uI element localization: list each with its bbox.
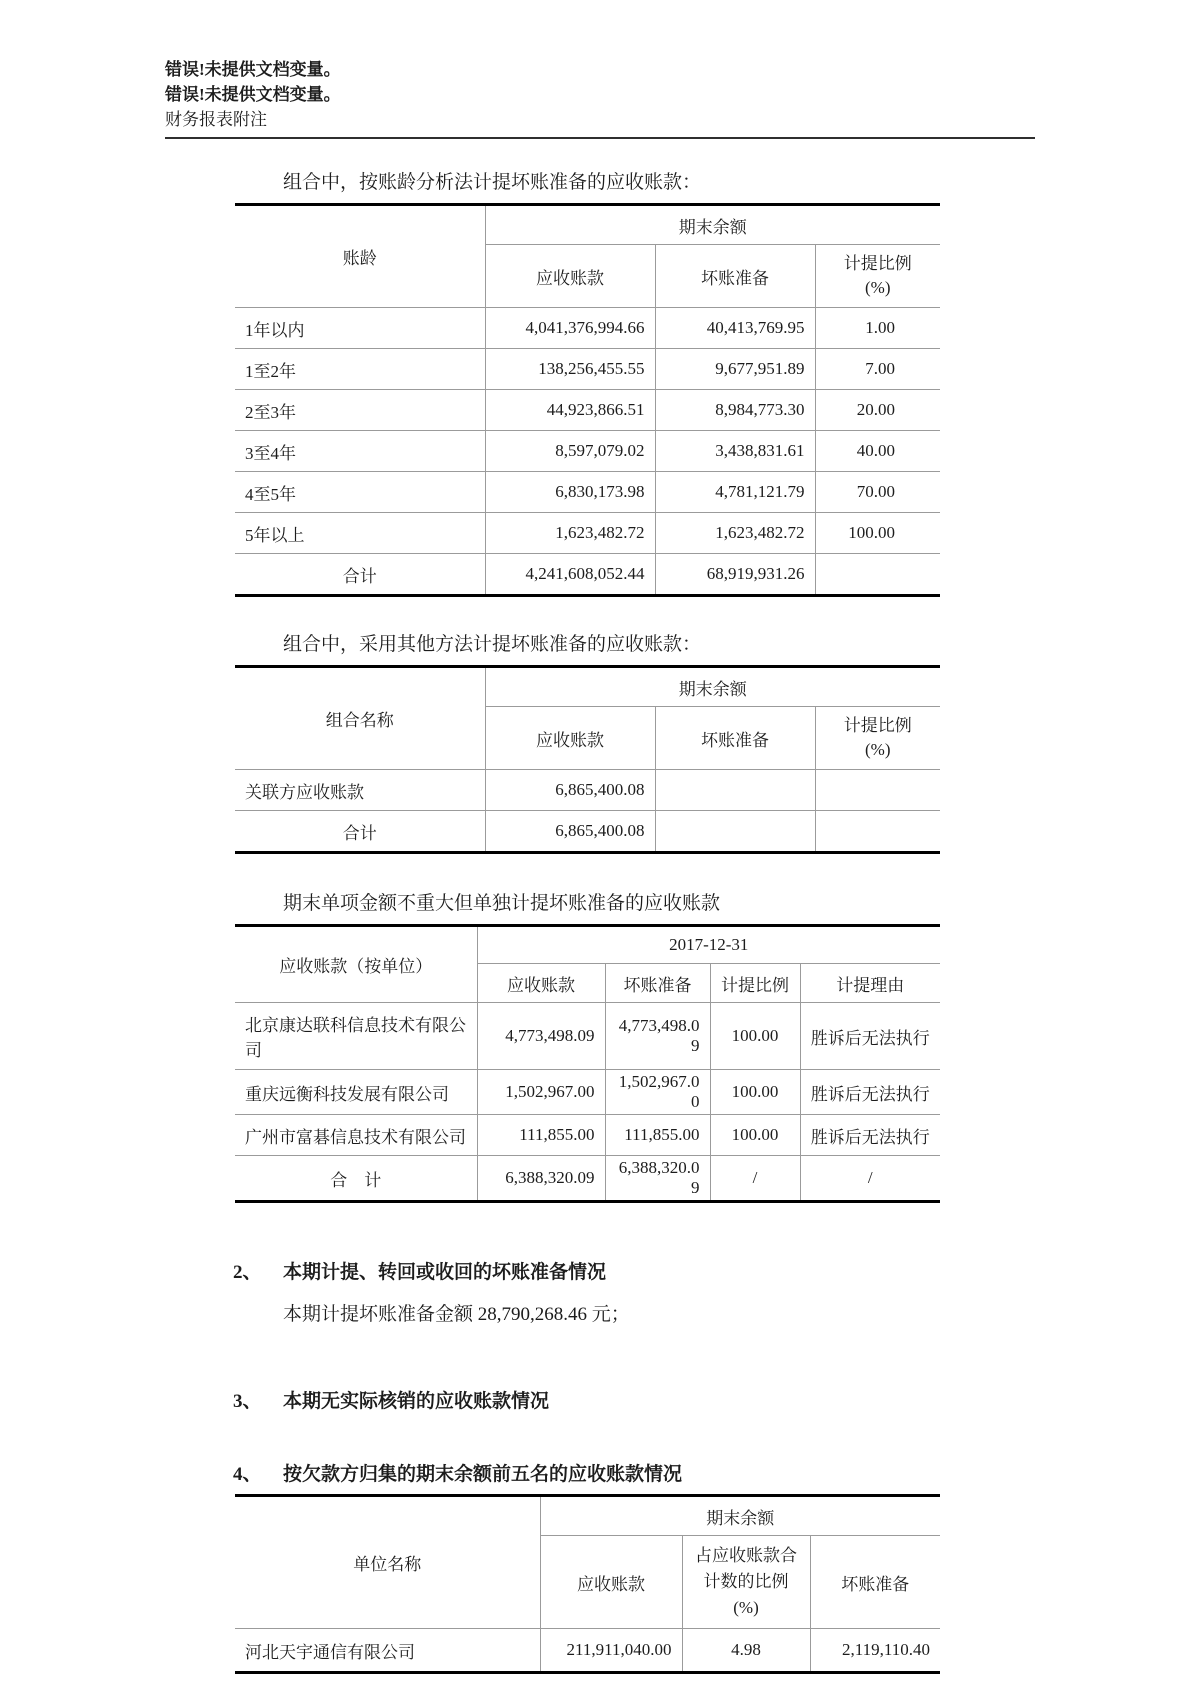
column-header-ratio: 计提比例 [710,964,800,1003]
cell-ratio [815,554,940,595]
column-header-reason: 计提理由 [800,964,940,1003]
top5-table [235,1494,940,1674]
cell-receivable: 211,911,040.00 [540,1629,682,1672]
header-subtitle: 财务报表附注 [165,110,267,129]
table-row [235,431,940,472]
header-divider [165,137,1035,139]
table-header-row [235,1497,940,1536]
table-row [235,390,940,431]
cell-receivable: 6,865,400.08 [485,811,655,852]
cell-aging: 3至4年 [235,431,485,472]
document-header [165,57,1200,139]
cell-receivable: 6,388,320.09 [477,1156,605,1201]
cell-ratio: 1.00 [815,308,940,349]
column-group-header: 期末余额 [540,1497,940,1536]
column-header-ratio: 占应收账款合 计数的比例 (%) [682,1536,810,1629]
cell-reason: / [800,1156,940,1201]
column-header-unit-name: 单位名称 [235,1497,540,1629]
section-4-number: 4、 [233,1464,262,1485]
table-header-row [235,206,940,245]
cell-receivable: 8,597,079.02 [485,431,655,472]
cell-unit: 北京康达联科信息技术有限公司 [235,1003,477,1070]
cell-bad-debt: 111,855.00 [605,1115,710,1156]
column-header-bad-debt: 坏账准备 [605,964,710,1003]
other-method-table [235,665,940,854]
cell-ratio: 100.00 [710,1115,800,1156]
cell-bad-debt: 4,773,498.09 [605,1003,710,1070]
cell-receivable: 6,865,400.08 [485,770,655,811]
section-3-number: 3、 [233,1391,262,1412]
table-total-row [235,1156,940,1201]
cell-total-label: 合计 [235,811,485,852]
cell-receivable: 4,773,498.09 [477,1003,605,1070]
column-header-bad-debt: 坏账准备 [655,707,815,770]
table-row [235,513,940,554]
cell-receivable: 1,502,967.00 [477,1070,605,1115]
table-total-row [235,811,940,852]
column-header-receivable: 应收账款 [485,707,655,770]
column-header-receivable: 应收账款 [477,964,605,1003]
column-header-receivable: 应收账款 [485,245,655,308]
column-header-aging: 账龄 [235,206,485,308]
cell-receivable: 138,256,455.55 [485,349,655,390]
cell-aging: 5年以上 [235,513,485,554]
column-group-header: 2017-12-31 [477,927,940,964]
cell-receivable: 44,923,866.51 [485,390,655,431]
cell-aging: 4至5年 [235,472,485,513]
individual-table-title: 期末单项金额不重大但单独计提坏账准备的应收账款 [283,893,721,914]
column-header-group-name: 组合名称 [235,668,485,770]
table-row [235,1070,940,1115]
individual-table [235,924,940,1203]
cell-bad-debt: 4,781,121.79 [655,472,815,513]
cell-ratio: / [710,1156,800,1201]
header-error-line-1: 错误!未提供文档变量。 [165,60,341,79]
cell-bad-debt: 2,119,110.40 [810,1629,940,1672]
cell-unit-name: 河北天宇通信有限公司 [235,1629,540,1672]
cell-reason: 胜诉后无法执行 [800,1003,940,1070]
cell-bad-debt [655,811,815,852]
cell-group-name: 关联方应收账款 [235,770,485,811]
cell-ratio: 20.00 [815,390,940,431]
column-header-ratio: 计提比例 (%) [815,707,940,770]
cell-ratio: 7.00 [815,349,940,390]
cell-ratio [815,811,940,852]
cell-bad-debt: 3,438,831.61 [655,431,815,472]
section-4-title: 按欠款方归集的期末余额前五名的应收账款情况 [283,1464,683,1485]
cell-bad-debt [655,770,815,811]
section-2-heading [233,1257,1200,1284]
section-3-heading [233,1386,1200,1413]
table-row [235,308,940,349]
cell-ratio [815,770,940,811]
cell-bad-debt: 1,623,482.72 [655,513,815,554]
column-header-receivable: 应收账款 [540,1536,682,1629]
cell-ratio: 40.00 [815,431,940,472]
table-total-row [235,554,940,595]
column-group-header: 期末余额 [485,668,940,707]
column-group-header: 期末余额 [485,206,940,245]
cell-total-label: 合计 [235,554,485,595]
table-row [235,472,940,513]
section-2-number: 2、 [233,1262,262,1283]
cell-reason: 胜诉后无法执行 [800,1070,940,1115]
cell-bad-debt: 1,502,967.00 [605,1070,710,1115]
cell-bad-debt: 6,388,320.09 [605,1156,710,1201]
cell-ratio: 100.00 [815,513,940,554]
cell-ratio: 4.98 [682,1629,810,1672]
cell-receivable: 111,855.00 [477,1115,605,1156]
section-2-title: 本期计提、转回或收回的坏账准备情况 [283,1262,607,1283]
cell-ratio: 70.00 [815,472,940,513]
column-header-unit: 应收账款（按单位） [235,927,477,1003]
cell-receivable: 4,041,376,994.66 [485,308,655,349]
table-row [235,349,940,390]
cell-total-label: 合 计 [235,1156,477,1201]
cell-bad-debt: 8,984,773.30 [655,390,815,431]
cell-receivable: 4,241,608,052.44 [485,554,655,595]
column-header-bad-debt: 坏账准备 [810,1536,940,1629]
table-row [235,770,940,811]
cell-receivable: 1,623,482.72 [485,513,655,554]
cell-bad-debt: 9,677,951.89 [655,349,815,390]
cell-unit: 重庆远衡科技发展有限公司 [235,1070,477,1115]
cell-ratio: 100.00 [710,1070,800,1115]
aging-table [235,203,940,597]
column-header-bad-debt: 坏账准备 [655,245,815,308]
cell-unit: 广州市富碁信息技术有限公司 [235,1115,477,1156]
cell-bad-debt: 68,919,931.26 [655,554,815,595]
other-method-table-title: 组合中，采用其他方法计提坏账准备的应收账款： [283,634,702,655]
section-3-title: 本期无实际核销的应收账款情况 [283,1391,550,1412]
cell-aging: 2至3年 [235,390,485,431]
cell-aging: 1年以内 [235,308,485,349]
table-row [235,1115,940,1156]
header-error-line-2: 错误!未提供文档变量。 [165,85,341,104]
aging-table-title: 组合中，按账龄分析法计提坏账准备的应收账款： [283,172,702,193]
section-4-heading [233,1459,1200,1486]
table-row [235,1629,940,1672]
cell-ratio: 100.00 [710,1003,800,1070]
column-header-ratio: 计提比例 (%) [815,245,940,308]
cell-receivable: 6,830,173.98 [485,472,655,513]
cell-bad-debt: 40,413,769.95 [655,308,815,349]
table-header-row [235,927,940,964]
table-header-row [235,668,940,707]
table-row [235,1003,940,1070]
cell-aging: 1至2年 [235,349,485,390]
section-2-body: 本期计提坏账准备金额 28,790,268.46 元； [283,1304,630,1325]
cell-reason: 胜诉后无法执行 [800,1115,940,1156]
